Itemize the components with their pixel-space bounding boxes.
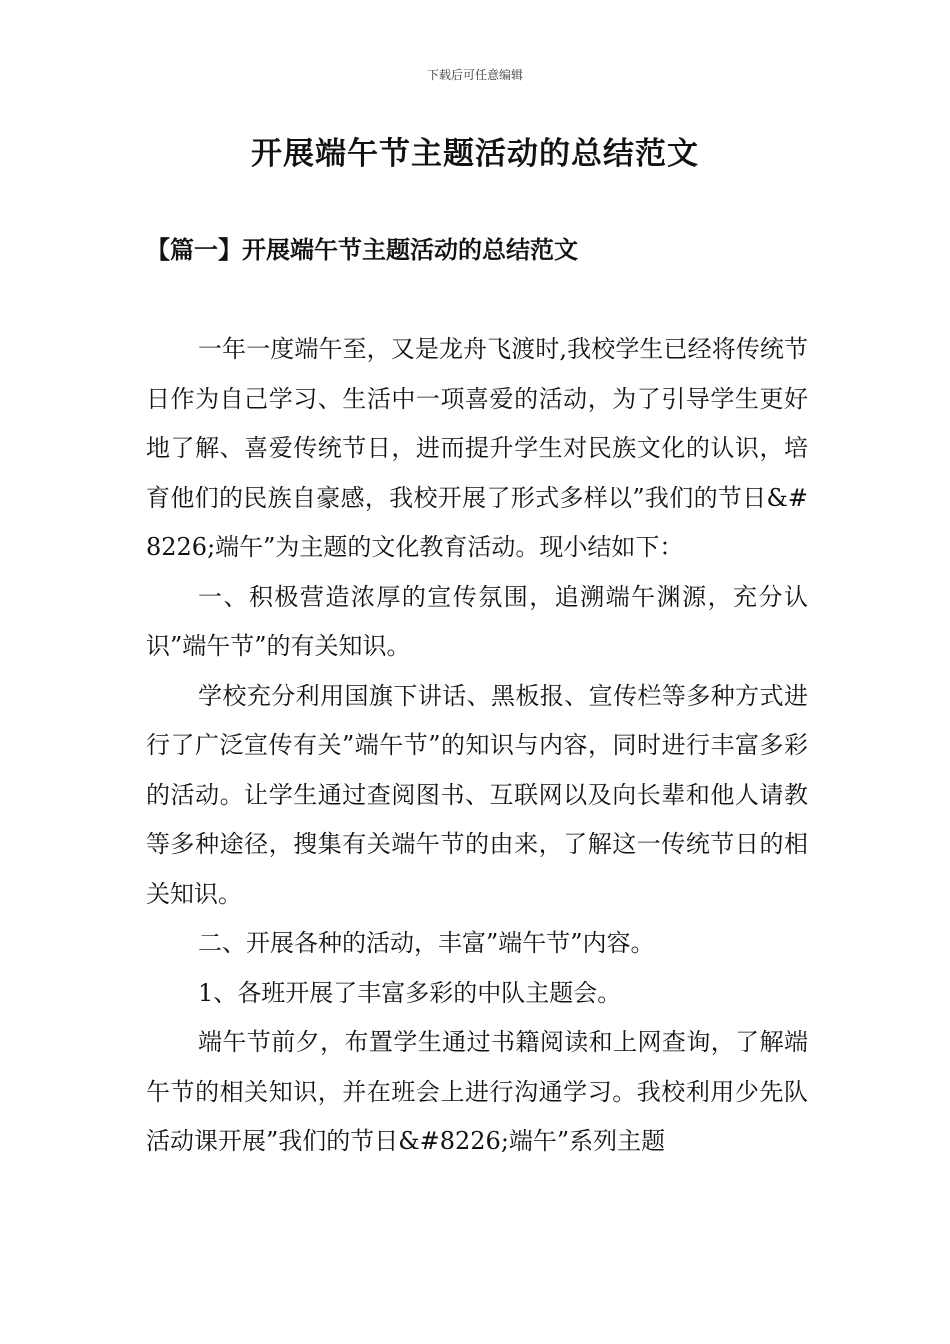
document-title: 开展端午节主题活动的总结范文 bbox=[251, 136, 699, 172]
header-note: 下载后可任意编辑 bbox=[426, 68, 523, 82]
paragraph-intro: 一年一度端午至，又是龙舟飞渡时,我校学生已经将传统节日作为自己学习、生活中一项喜爱的活动，为了引导学生更好地了解、喜爱传统节日，进而提升学生对民族文化的认识，培育他们的民族自豪感，我校开展了形式多样以”我们的节日&#8226;端午”为主题的文化教育活动。现小结如下： bbox=[146, 335, 808, 561]
paragraph-item-one: 1、各班开展了丰富多彩的中队主题会。 bbox=[198, 978, 622, 1007]
paragraph-publicity: 学校充分利用国旗下讲话、黑板报、宣传栏等多种方式进行了广泛宣传有关”端午节”的知识与内容，同时进行丰富多彩的活动。让学生通过查阅图书、互联网以及向长辈和他人请教等多种途径，搜集有关端午节的由来，了解这一传统节日的相关知识。 bbox=[146, 681, 808, 908]
section-heading: 【篇一】开展端午节主题活动的总结范文 bbox=[146, 235, 578, 264]
paragraph-class-activity: 端午节前夕，布置学生通过书籍阅读和上网查询，了解端午节的相关知识，并在班会上进行沟通学习。我校利用少先队活动课开展”我们的节日&#8226;端午”系列主题 bbox=[146, 1028, 808, 1155]
paragraph-point-two: 二、开展各种的活动，丰富”端午节”内容。 bbox=[198, 929, 655, 957]
paragraph-point-one: 一、积极营造浓厚的宣传氛围，追溯端午渊源，充分认识”端午节”的有关知识。 bbox=[146, 582, 808, 660]
body-text bbox=[146, 325, 808, 1167]
